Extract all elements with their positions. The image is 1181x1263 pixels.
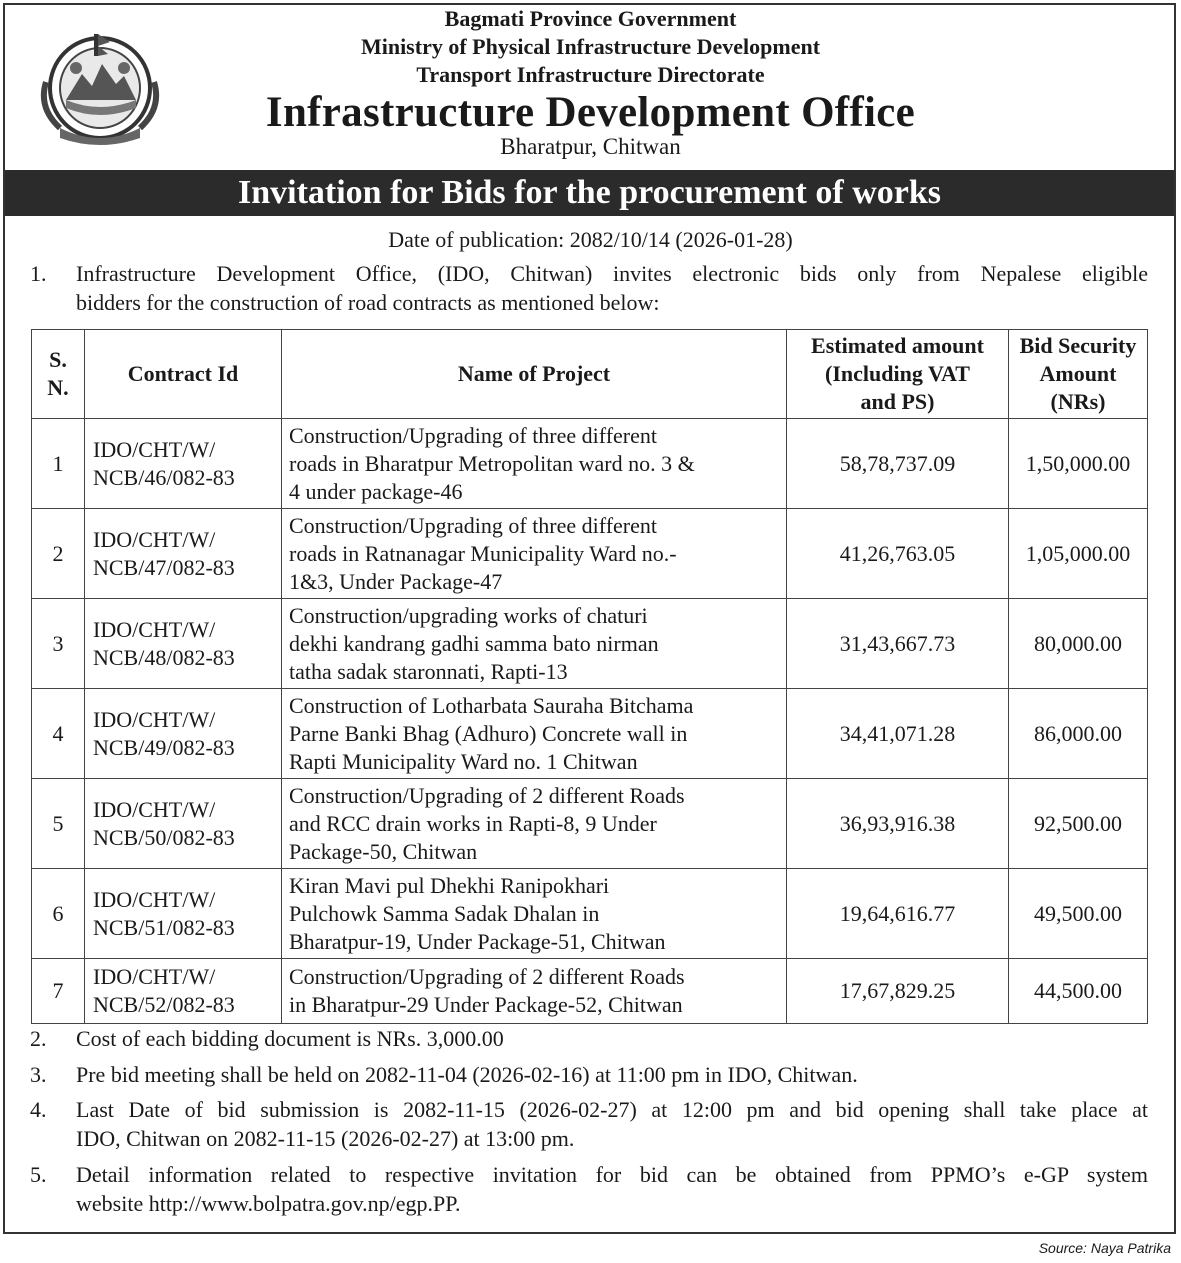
row-contract-id: IDO/CHT/W/ NCB/51/082-83 xyxy=(85,869,282,959)
publication-date: Date of publication: 2082/10/14 (2026-01-28) xyxy=(388,227,793,252)
item-2-text: Cost of each bidding document is NRs. 3,000.00 xyxy=(76,1026,504,1051)
row-contract-id: IDO/CHT/W/ NCB/46/082-83 xyxy=(85,419,282,509)
header-project: Name of Project xyxy=(282,330,787,419)
row-project-name: Construction of Lotharbata Sauraha Bitchama Parne Banki Bhag (Adhuro) Concrete wall in Rapti Municipality Ward no. 1 Chitwan xyxy=(282,689,787,779)
item-2-number: 2. xyxy=(30,1026,47,1051)
table-row xyxy=(32,599,1148,689)
row-bid-security: 44,500.00 xyxy=(1009,959,1148,1024)
source-credit: Source: Naya Patrika xyxy=(1038,1240,1171,1256)
row-bid-security: 86,000.00 xyxy=(1009,689,1148,779)
header-sn: S. N. xyxy=(32,330,85,419)
table-row xyxy=(32,509,1148,599)
row-bid-security: 49,500.00 xyxy=(1009,869,1148,959)
table-row xyxy=(32,419,1148,509)
row-contract-id: IDO/CHT/W/ NCB/52/082-83 xyxy=(85,959,282,1024)
row-project-name: Construction/Upgrading of 2 different Roads in Bharatpur-29 Under Package-52, Chitwan xyxy=(282,959,787,1024)
row-sn: 2 xyxy=(32,509,85,599)
row-project-name: Construction/Upgrading of 2 different Roads and RCC drain works in Rapti-8, 9 Under Package-50, Chitwan xyxy=(282,779,787,869)
row-project-name: Construction/upgrading works of chaturi dekhi kandrang gadhi samma bato nirman tatha sadak staronnati, Rapti-13 xyxy=(282,599,787,689)
row-estimated-amount: 19,64,616.77 xyxy=(787,869,1009,959)
row-sn: 4 xyxy=(32,689,85,779)
row-project-name: Construction/Upgrading of three different roads in Ratnanagar Municipality Ward no.- 1&3, Under Package-47 xyxy=(282,509,787,599)
row-bid-security: 92,500.00 xyxy=(1009,779,1148,869)
row-bid-security: 1,05,000.00 xyxy=(1009,509,1148,599)
header-estimated-amount: Estimated amount (Including VAT and PS) xyxy=(787,330,1009,419)
office-title: Infrastructure Development Office xyxy=(265,89,916,136)
header-contract-id: Contract Id xyxy=(85,330,282,419)
header-bid-security: Bid Security Amount (NRs) xyxy=(1009,330,1148,419)
row-contract-id: IDO/CHT/W/ NCB/50/082-83 xyxy=(85,779,282,869)
row-bid-security: 80,000.00 xyxy=(1009,599,1148,689)
row-project-name: Kiran Mavi pul Dhekhi Ranipokhari Pulchowk Samma Sadak Dhalan in Bharatpur-19, Under Package-51, Chitwan xyxy=(282,869,787,959)
item-4-number: 4. xyxy=(30,1097,47,1122)
row-contract-id: IDO/CHT/W/ NCB/49/082-83 xyxy=(85,689,282,779)
row-sn: 3 xyxy=(32,599,85,689)
item-1-line-1: Infrastructure Development Office, (IDO, Chitwan) invites electronic bids only from Nepalese eligible xyxy=(76,261,1148,286)
row-estimated-amount: 31,43,667.73 xyxy=(787,599,1009,689)
row-contract-id: IDO/CHT/W/ NCB/47/082-83 xyxy=(85,509,282,599)
row-estimated-amount: 17,67,829.25 xyxy=(787,959,1009,1024)
table-header-row xyxy=(32,330,1148,419)
item-4-line-1: Last Date of bid submission is 2082-11-15 (2026-02-27) at 12:00 pm and bid opening shall take place at xyxy=(76,1097,1148,1122)
item-5-line-1: Detail information related to respective invitation for bid can be obtained from PPMO’s e-GP system xyxy=(76,1162,1148,1187)
notice-banner: Invitation for Bids for the procurement of works xyxy=(5,170,1174,216)
item-3-text: Pre bid meeting shall be held on 2082-11-04 (2026-02-16) at 11:00 pm in IDO, Chitwan. xyxy=(76,1062,858,1087)
ministry-name: Ministry of Physical Infrastructure Development xyxy=(360,34,821,59)
row-estimated-amount: 41,26,763.05 xyxy=(787,509,1009,599)
bids-table xyxy=(31,329,1148,1024)
row-estimated-amount: 58,78,737.09 xyxy=(787,419,1009,509)
item-1-line-2: bidders for the construction of road contracts as mentioned below: xyxy=(76,290,660,315)
row-sn: 5 xyxy=(32,779,85,869)
item-4-line-2: IDO, Chitwan on 2082-11-15 (2026-02-27) at 13:00 pm. xyxy=(76,1126,575,1151)
row-sn: 7 xyxy=(32,959,85,1024)
row-estimated-amount: 34,41,071.28 xyxy=(787,689,1009,779)
item-3-number: 3. xyxy=(30,1062,47,1087)
row-sn: 1 xyxy=(32,419,85,509)
item-1-number: 1. xyxy=(30,261,47,286)
item-5-line-2: website http://www.bolpatra.gov.np/egp.PP. xyxy=(76,1191,461,1216)
office-address: Bharatpur, Chitwan xyxy=(500,134,681,159)
table-row xyxy=(32,689,1148,779)
row-contract-id: IDO/CHT/W/ NCB/48/082-83 xyxy=(85,599,282,689)
table-row xyxy=(32,869,1148,959)
directorate-name: Transport Infrastructure Directorate xyxy=(416,62,765,87)
table-row xyxy=(32,779,1148,869)
row-bid-security: 1,50,000.00 xyxy=(1009,419,1148,509)
row-project-name: Construction/Upgrading of three different roads in Bharatpur Metropolitan ward no. 3 & 4 under package-46 xyxy=(282,419,787,509)
row-sn: 6 xyxy=(32,869,85,959)
row-estimated-amount: 36,93,916.38 xyxy=(787,779,1009,869)
province-name: Bagmati Province Government xyxy=(444,6,737,31)
table-row xyxy=(32,959,1148,1024)
item-5-number: 5. xyxy=(30,1162,47,1187)
